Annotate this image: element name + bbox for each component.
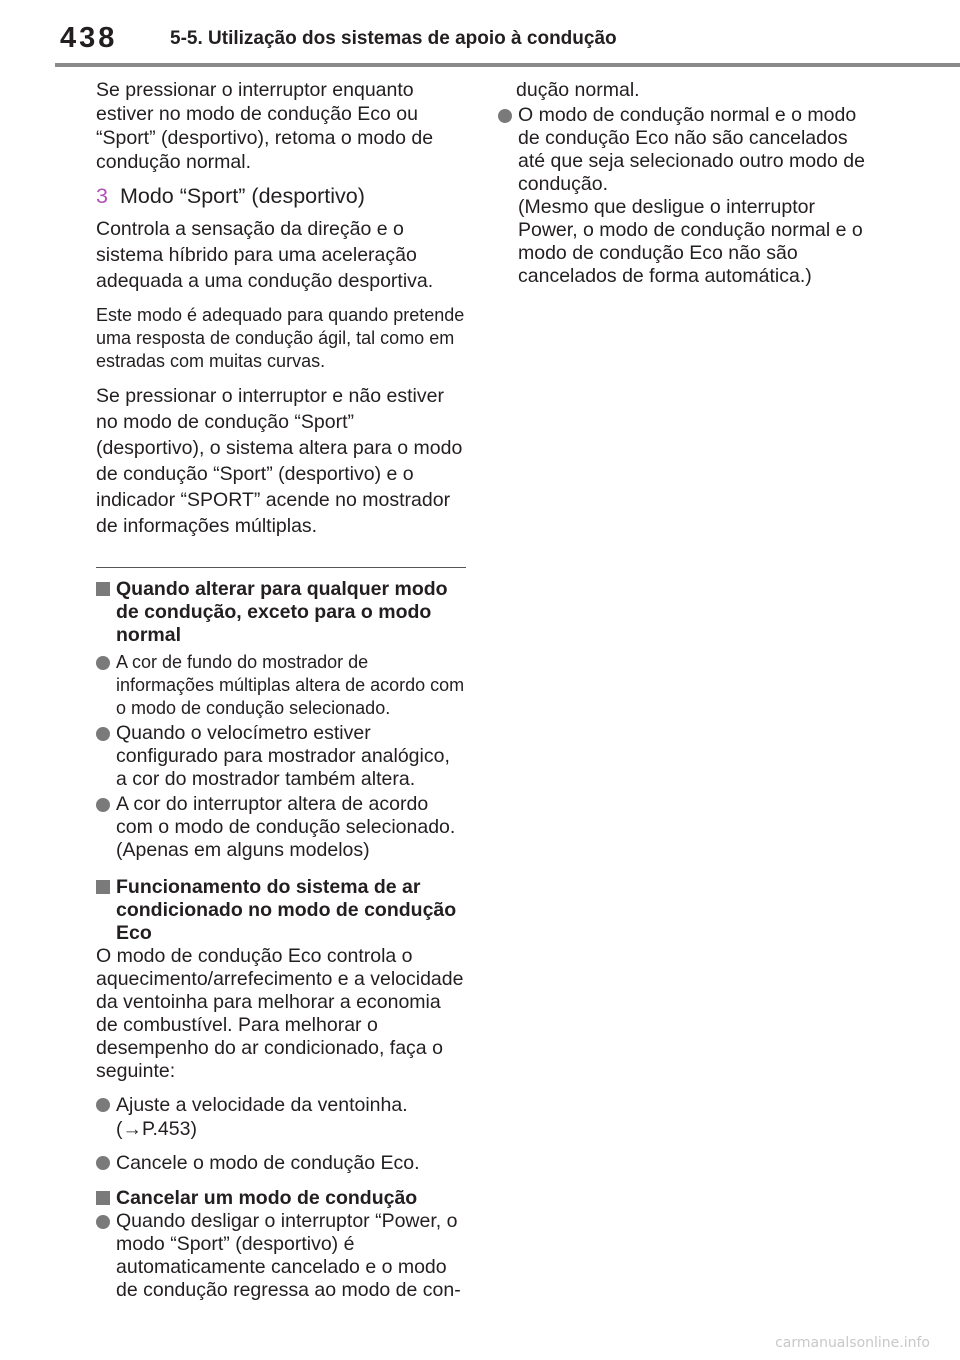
list-item [498,104,868,288]
page-header [0,0,960,68]
list-item [96,1151,466,1175]
list-item-text: A cor do interruptor altera de acordo com o modo de condução selecionado. (Apenas em alguns modelos) [116,793,456,861]
subsection-heading [96,578,466,647]
page-reference: (→P.453) [116,1118,197,1140]
header-rule [55,63,960,67]
heading-text: Funcionamento do sistema de ar condicionado no modo de condução Eco [116,876,457,944]
step-number: 3 [96,184,108,208]
list-item [96,793,466,862]
list-item [96,651,466,720]
heading-text: Quando alterar para qualquer modo de condução, exceto para o modo normal [116,578,448,646]
round-bullet-icon [96,1098,110,1112]
subsection-heading [96,1187,466,1210]
square-bullet-icon [96,1191,110,1205]
square-bullet-icon [96,880,110,894]
round-bullet-icon [96,1156,110,1170]
step-title: Modo “Sport” (desportivo) [119,184,365,208]
paragraph: dução normal. [516,79,640,101]
square-bullet-icon [96,582,110,596]
watermark: carmanualsonline.info [775,1335,930,1351]
list-item [96,1210,466,1302]
list-item [96,722,466,791]
paragraph: Se pressionar o interruptor enquanto estiver no modo de condução Eco ou “Sport” (desportivo), retoma o modo de condução normal. [96,79,434,173]
step-heading [96,182,466,210]
section-title: 5-5. Utilização dos sistemas de apoio à condução [170,28,617,49]
list-item-text: A cor de fundo do mostrador de informações múltiplas altera de acordo com o modo de condução selecionado. [116,652,465,718]
paragraph: O modo de condução Eco controla o aquecimento/arrefecimento e a velocidade da ventoinha para melhorar a economia de combustível. Para melhorar o desempenho do ar condicionado, faça o seguinte: [96,945,464,1082]
list-item-text: Quando o velocímetro estiver configurado para mostrador analógico, a cor do mostrador também altera. [116,722,450,790]
left-column [96,78,466,1302]
paragraph: Este modo é adequado para quando pretende uma resposta de condução ágil, tal como em estradas com muitas curvas. [96,305,465,371]
heading-text: Cancelar um modo de condução [116,1187,418,1209]
subsection-divider [96,567,466,568]
right-column [498,78,868,288]
list-item-text: Ajuste a velocidade da ventoinha. [116,1094,408,1116]
subsection-heading [96,876,466,945]
round-bullet-icon [96,1215,110,1229]
list-item-text: Quando desligar o interruptor “Power, o modo “Sport” (desportivo) é automaticamente cancelado e o modo de condução regressa ao modo de con- [116,1210,461,1301]
list-item [96,1093,466,1141]
list-item-text: O modo de condução normal e o modo de condução Eco não são cancelados até que seja selecionado outro modo de condução. [518,104,865,195]
list-item-note: (Mesmo que desligue o interruptor Power, o modo de condução normal e o modo de condução Eco não são cancelados de forma automática.) [518,196,863,287]
round-bullet-icon [96,727,110,741]
list-item-text: Cancele o modo de condução Eco. [116,1152,420,1174]
round-bullet-icon [96,798,110,812]
paragraph: Se pressionar o interruptor e não estiver no modo de condução “Sport” (desportivo), o sistema altera para o modo de condução “Sport” (desportivo) e o indicador “SPORT” acende no mostrador de informações múltiplas. [96,385,463,537]
round-bullet-icon [498,109,512,123]
paragraph: Controla a sensação da direção e o sistema híbrido para uma aceleração adequada a uma condução desportiva. [96,218,434,292]
page-number: 438 [60,22,118,54]
round-bullet-icon [96,656,110,670]
